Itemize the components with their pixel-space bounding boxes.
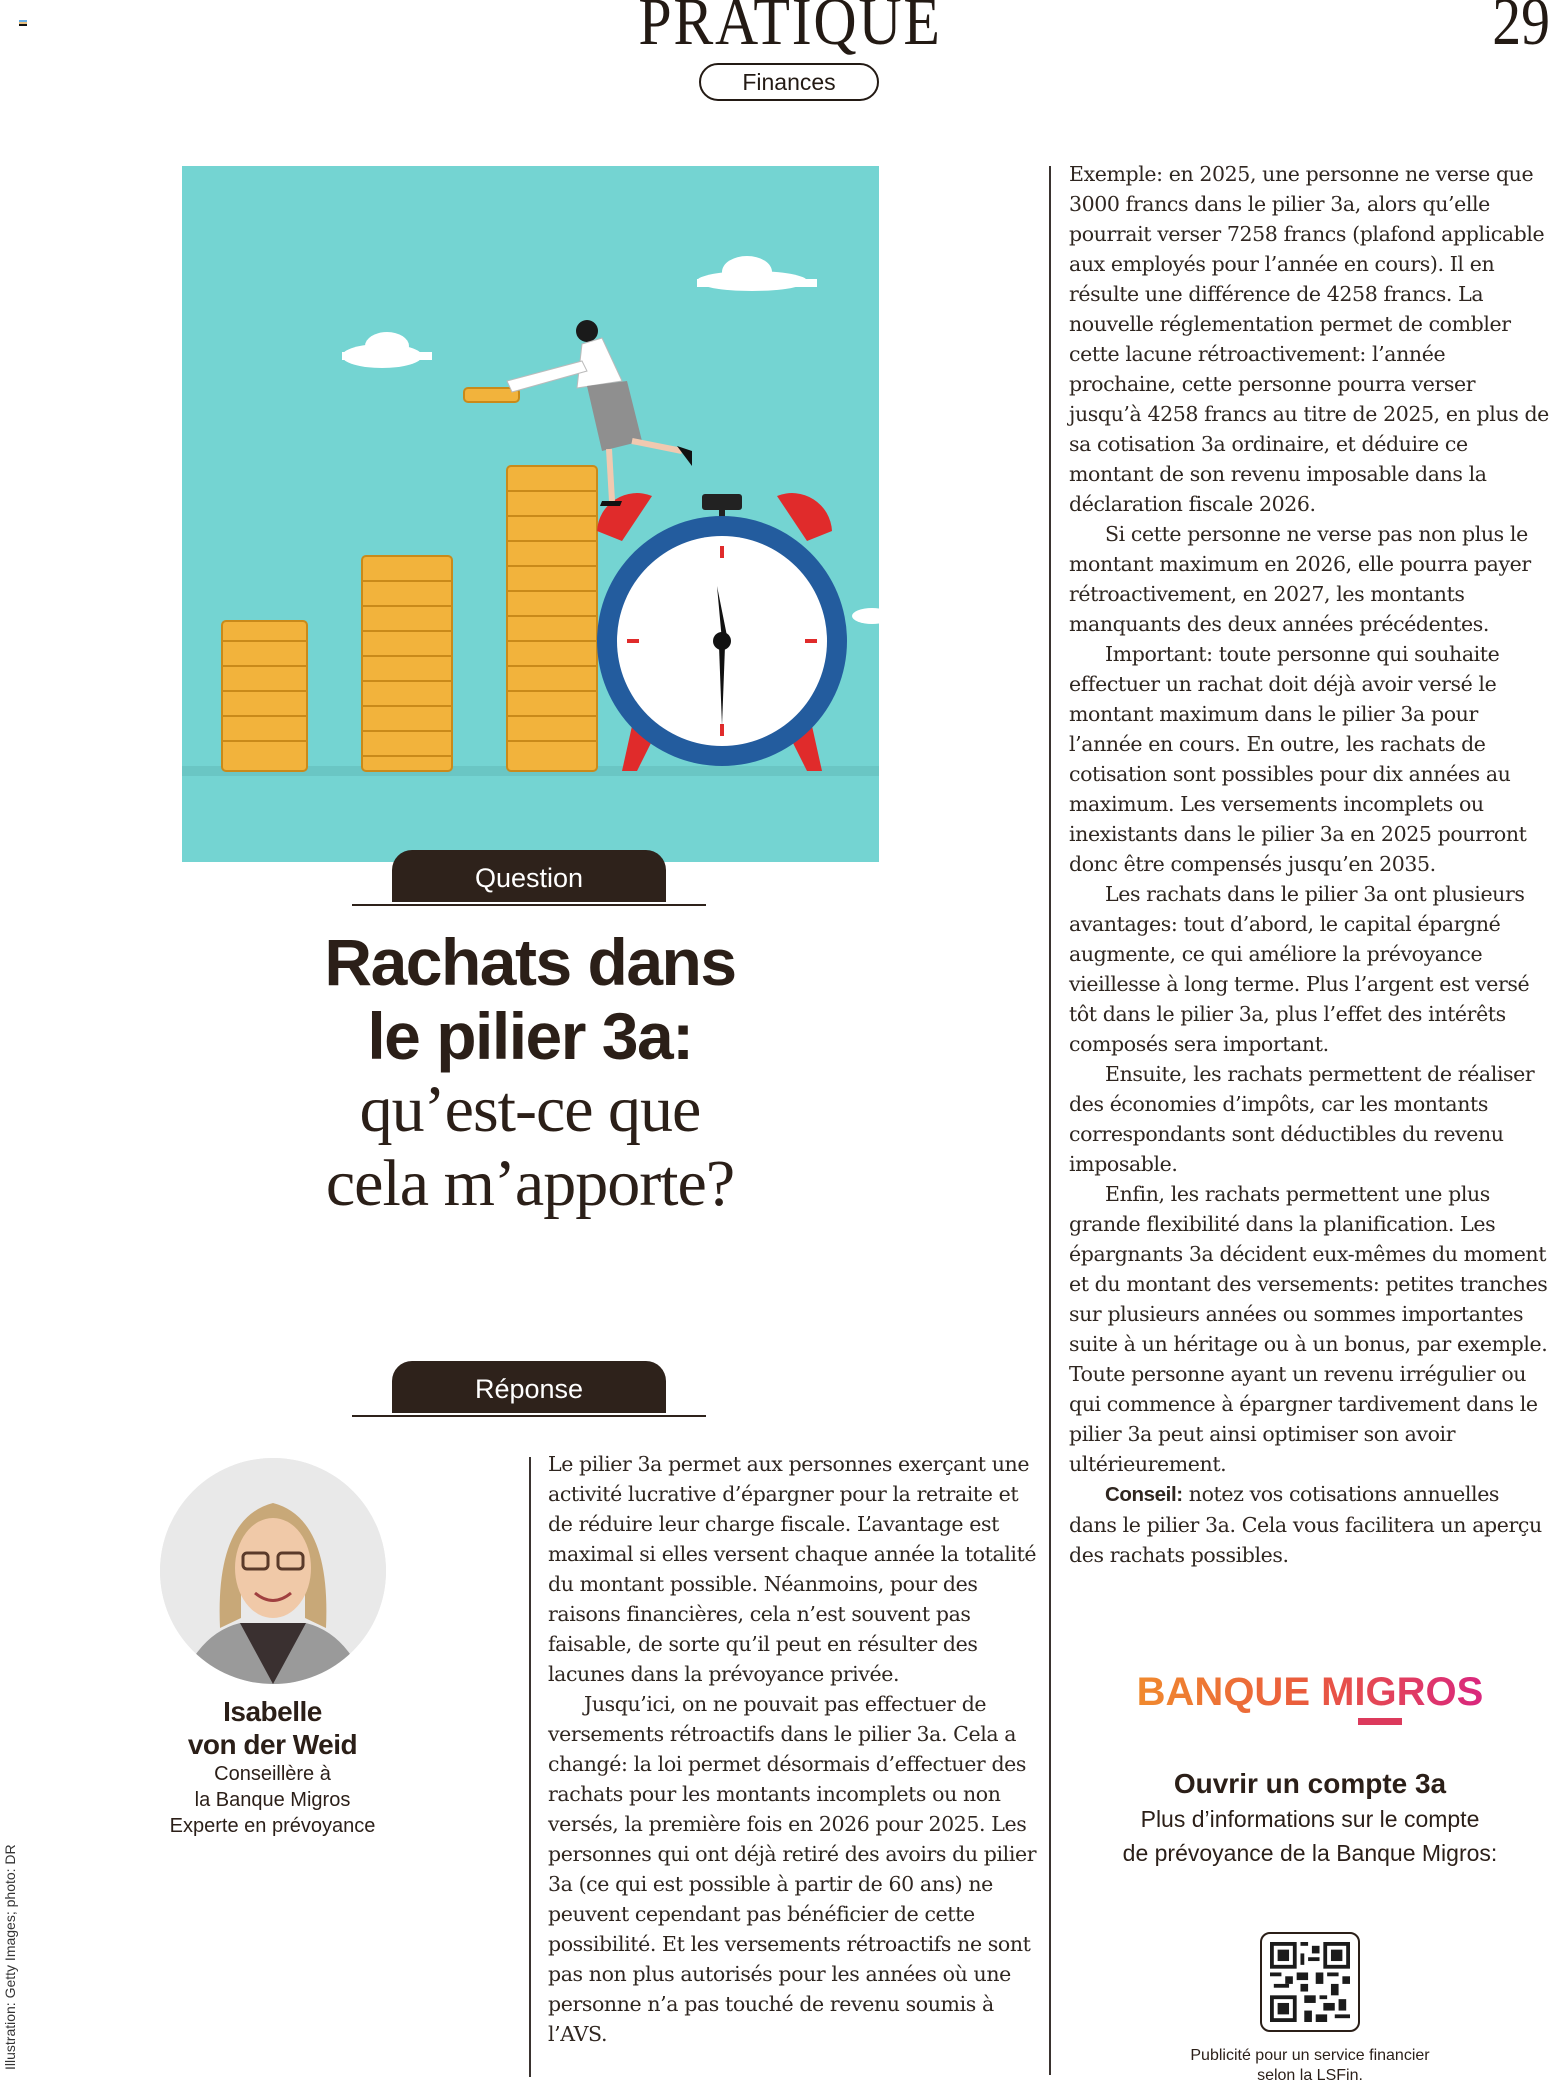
headline-subline: cela m’apporte? (325, 1147, 735, 1220)
article-body-right (1069, 159, 1550, 1570)
headline-line: le pilier 3a: (367, 999, 693, 1073)
article-body-middle (548, 1449, 1043, 2049)
headline-subline: qu’est-ce que (359, 1073, 701, 1146)
ad-subtitle: de prévoyance de la Banque Migros: (1122, 1840, 1498, 1866)
photo-credit: Illustration: Getty Images; photo: DR (2, 1844, 18, 2070)
author-block (130, 1695, 415, 1839)
column-rule (1049, 166, 1051, 2075)
tip-label: Conseil: (1105, 1483, 1183, 1506)
author-role: Conseillère à (214, 1763, 331, 1785)
author-photo-icon (160, 1458, 386, 1684)
advertisement (1090, 1660, 1530, 2086)
qr-code-icon (1270, 1942, 1350, 2022)
brand-logo-underline (1358, 1718, 1402, 1725)
author-avatar (160, 1458, 386, 1684)
body-paragraph: Enfin, les rachats permettent une plus grande flexibilité dans la planification. Les épargnants 3a décident eux-mêmes du moment et du montant des versements: petites tranches sur plusieurs années ou sommes importantes suite à un héritage ou à un bonus, par exemple. Toute personne ayant un revenu irrégulier ou qui commence à épargner tardivement dans le pilier 3a peut ainsi optimiser son avoir ultérieurement. (1069, 1182, 1548, 1476)
author-name: von der Weid (187, 1729, 358, 1760)
body-paragraph: Si cette personne ne verse pas non plus le montant maximum en 2026, elle pourra payer rétroactivement, en 2027, les montants manquants des deux années précédentes. (1069, 522, 1531, 636)
column-rule (529, 1457, 531, 2077)
author-name: Isabelle (223, 1696, 322, 1727)
body-paragraph: Ensuite, les rachats permettent de réaliser des économies d’impôts, car les montants correspondants sont déductibles du revenu imposable. (1069, 1062, 1535, 1176)
article-headline (260, 925, 800, 1221)
brand-logo: BANQUE MIGROS (1136, 1670, 1484, 1714)
body-paragraph: Le pilier 3a permet aux personnes exerçant une activité lucrative d’épargner pour la retraite et de réduire leur charge fiscale. L’avantage est maximal si elles versent chaque année la totalité du montant possible. Néanmoins, pour des raisons financières, cela n’est souvent pas faisable, de sorte qu’il peut en résulter des lacunes dans la prévoyance privée. (548, 1452, 1037, 1686)
ad-disclaimer: selon la LSFin. (1257, 2067, 1363, 2084)
tip-text: notez vos cotisations annuelles dans le pilier 3a. Cela vous facilitera un aperçu des rachats possibles. (1069, 1482, 1542, 1567)
registration-mark (19, 20, 27, 28)
category-pill: Finances (699, 63, 879, 101)
author-role: Experte en prévoyance (169, 1815, 376, 1837)
divider (352, 1415, 706, 1417)
body-paragraph: Jusqu’ici, on ne pouvait pas effectuer de versements rétroactifs dans le pilier 3a. Cela a changé: la loi permet désormais d’effectuer des rachats pour les montants incomplets ou non versés, la première fois en 2026 pour 2025. Les personnes qui ont déjà retiré des avoirs du pilier 3a (ce qui est possible à partir de 60 ans) ne peuvent cependant pas bénéficier de cette possibilité. Et les versements rétroactifs ne sont pas non plus autorisés pour les années où une personne n’a pas touché de revenu soumis à l’AVS. (548, 1692, 1037, 2046)
ad-subtitle: Plus d’informations sur le compte (1140, 1806, 1480, 1832)
tip-paragraph (1069, 1479, 1550, 1570)
headline-line: Rachats dans (324, 925, 736, 999)
question-tab (352, 850, 706, 906)
page-number: 29 (1492, 0, 1550, 59)
answer-tab (352, 1361, 706, 1417)
body-paragraph: Exemple: en 2025, une personne ne verse que 3000 francs dans le pilier 3a, alors qu’elle pourrait verser 7258 francs (plafond applicable aux employés pour l’année en cours). Il en résulte une différence de 4258 francs. La nouvelle réglementation permet de combler cette lacune rétroactivement: l’année prochaine, cette personne pourra verser jusqu’à 4258 francs au titre de 2025, en plus de sa cotisation 3a ordinaire, et déduire ce montant de son revenu imposable dans la déclaration fiscale 2026. (1069, 162, 1549, 516)
coins-clock-illustration-icon (182, 166, 879, 862)
answer-tab-label: Réponse (392, 1361, 666, 1413)
qr-code[interactable] (1260, 1932, 1360, 2032)
body-paragraph: Important: toute personne qui souhaite effectuer un rachat doit déjà avoir versé le montant maximum dans le pilier 3a pour l’année en cours. En outre, les rachats de cotisation sont possibles pour dix années au maximum. Les versements incomplets ou inexistants dans le pilier 3a en 2025 pourront donc être compensés jusqu’en 2035. (1069, 642, 1527, 876)
divider (352, 904, 706, 906)
author-role: la Banque Migros (194, 1789, 351, 1811)
question-tab-label: Question (392, 850, 666, 902)
section-heading: PRATIQUE (638, 0, 942, 59)
body-paragraph: Les rachats dans le pilier 3a ont plusieurs avantages: tout d’abord, le capital épargné augmente, ce qui améliore la prévoyance vieillesse à long terme. Plus l’argent est versé tôt dans le pilier 3a, plus l’effet des intérêts composés sera important. (1069, 882, 1530, 1056)
article-illustration (182, 166, 879, 862)
ad-disclaimer: Publicité pour un service financier (1190, 2047, 1430, 2064)
ad-title: Ouvrir un compte 3a (1173, 1768, 1447, 1799)
